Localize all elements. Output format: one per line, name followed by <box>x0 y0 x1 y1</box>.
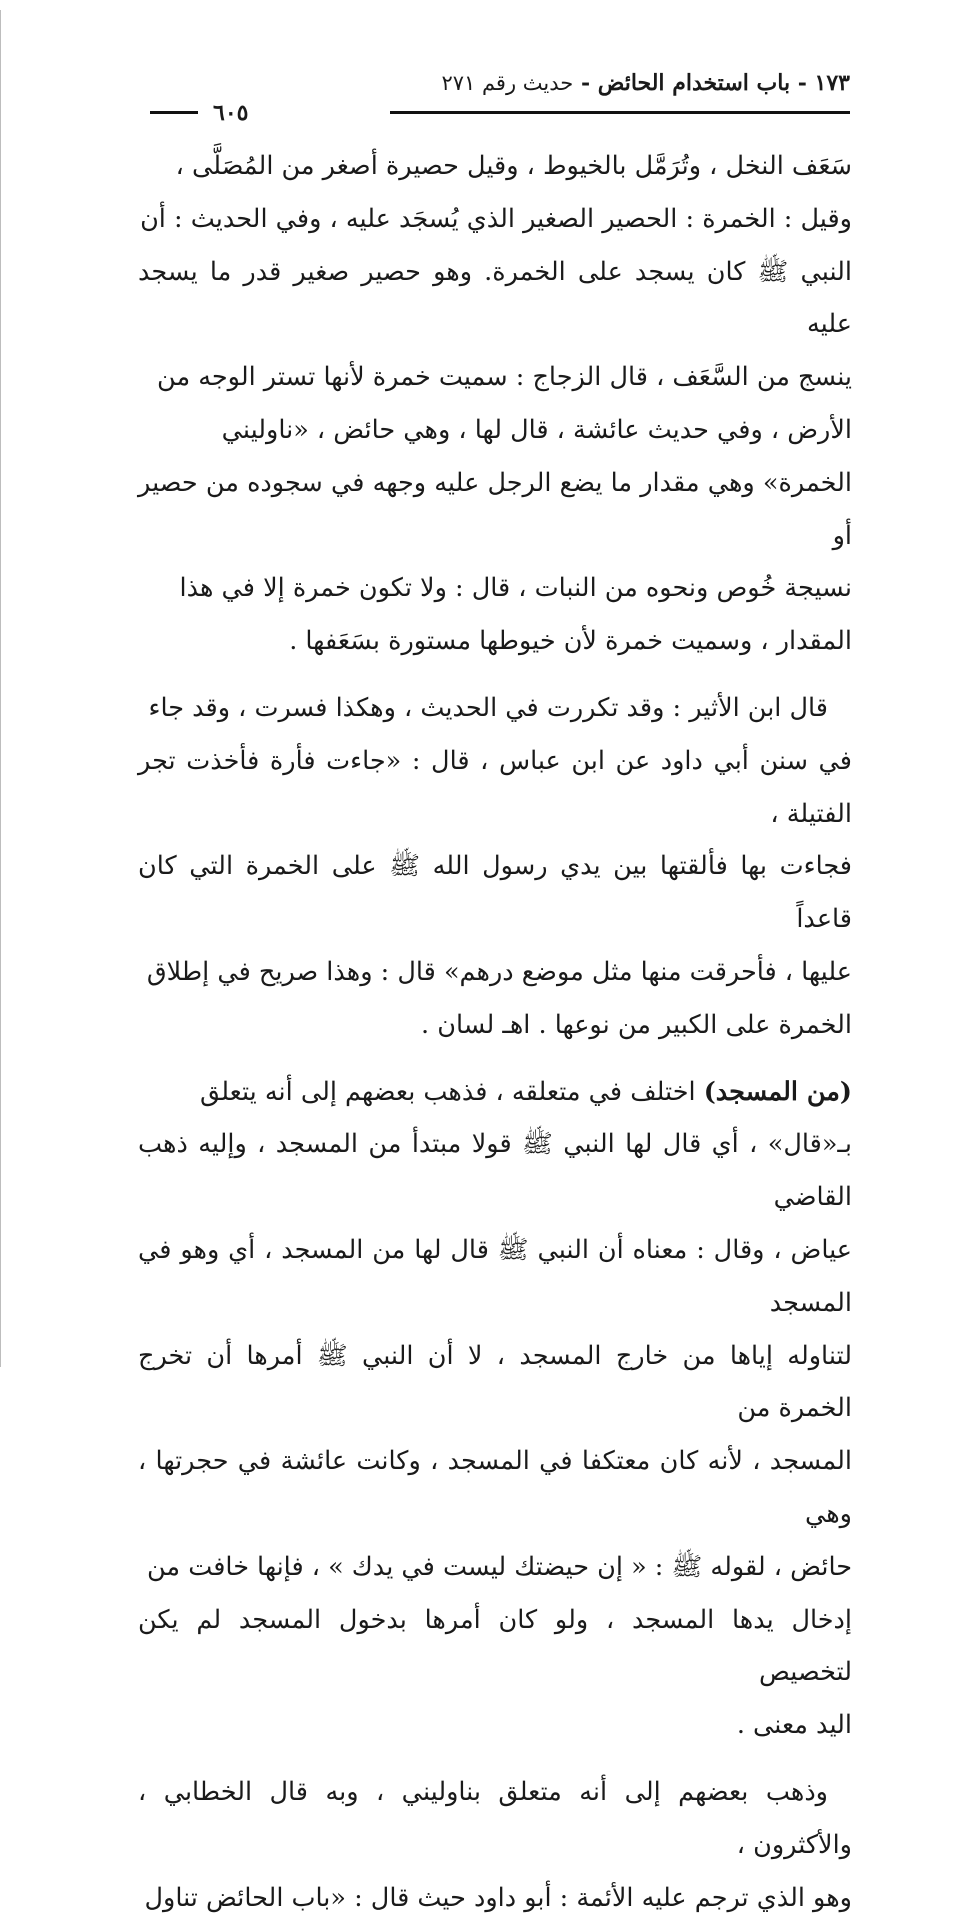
header-rule <box>390 111 850 114</box>
page-number: ٦٠٥ <box>205 100 256 126</box>
paragraph-text: اختلف في متعلقه ، فذهب بعضهم إلى أنه يتعلق بـ«قال» ، أي قال لها النبي ﷺ قولا مبتدأ من المسجد ، وإليه ذهب القاضي عياض ، وقال : معناه أن النبي ﷺ قال لها من المسجد ، أي وهو في المسجد لتناوله إياها من خارج المسجد ، لا أن النبي ﷺ أمرها أن تخرج الخمرة من المسجد ، لأنه كان معتكفا في المسجد ، وكانت عائشة في حجرتها ، وهي حائض ، لقوله ﷺ : « إن حيضتك ليست في يدك » ، فإنها خافت من إدخال يدها المسجد ، ولو كان أمرها بدخول المسجد لم يكن لتخصيص اليد معنى . <box>138 1076 852 1741</box>
header-separator: - <box>580 70 591 96</box>
paragraph-text: وذهب بعضهم إلى أنه متعلق بناوليني ، وبه قال الخطابي ، والأكثرون ، وهو الذي ترجم عليه الأئمة : أبو داود حيث قال : «باب الحائض تناول <box>138 1776 852 1913</box>
main-text <box>138 140 852 1924</box>
paragraph-text: سَعَف النخل ، وتُرَمَّل بالخيوط ، وقيل حصيرة أصغر من المُصَلَّى ، وقيل : الخمرة : الحصير الصغير الذي يُسجَد عليه ، وفي الحديث : أن النبي ﷺ كان يسجد على الخمرة. وهو حصير صغير قدر ما يسجد عليه ينسج من السَّعَف ، قال الزجاج : سميت خمرة لأنها تستر الوجه من الأرض ، وفي حديث عائشة ، قال لها ، وهي حائض ، «ناوليني الخمرة» وهي مقدار ما يضع الرجل عليه وجهه في سجوده من حصير أو نسيجة خُوص ونحوه من النبات ، قال : ولا تكون خمرة إلا في هذا المقدار ، وسميت خمرة لأن خيوطها مستورة بسَعَفها . <box>138 151 852 657</box>
paragraph-ibn-al-athir <box>138 682 852 1052</box>
header-title <box>441 70 850 96</box>
hadith-reference: حديث رقم ٢٧١ <box>441 71 574 95</box>
running-header <box>150 70 850 125</box>
paragraph-min-al-masjid <box>138 1066 852 1752</box>
chapter-title: باب استخدام الحائض <box>597 70 791 96</box>
paragraph-khumra-definition <box>138 140 852 668</box>
rule-number: ١٧٣ <box>814 70 850 96</box>
scan-edge-line <box>0 10 1 1367</box>
paragraph-nawilini <box>138 1766 852 1924</box>
paragraph-text: قال ابن الأثير : وقد تكررت في الحديث ، وهكذا فسرت ، وقد جاء في سنن أبي داود عن ابن عباس ، قال : «جاءت فأرة فأخذت تجر الفتيلة ، فجاءت بها فألقتها بين يدي رسول الله ﷺ على الخمرة التي كان قاعداً عليها ، فأحرقت منها مثل موضع درهم» قال : وهذا صريح في إطلاق الخمرة على الكبير من نوعها . اهـ لسان . <box>138 692 852 1040</box>
header-separator: - <box>790 70 807 96</box>
page-number-dash <box>150 111 198 114</box>
paragraph-lead: (من المسجد) <box>703 1076 852 1107</box>
